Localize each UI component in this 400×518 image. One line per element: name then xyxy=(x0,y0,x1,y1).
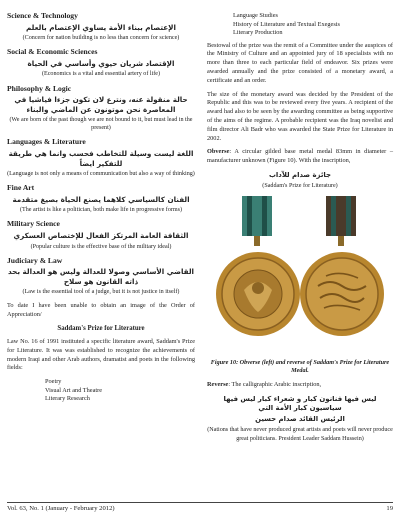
list-item: Literary Research xyxy=(45,395,90,403)
translation: (Concern for nation building is no less than concern for science) xyxy=(22,35,180,42)
body-paragraph: Bestowal of the prize was the remit of a Committee under the auspices of the Ministry of Culture and an appointed jury of 18 specialists with no more than three to each particular field of endeavor. Six prizes were awarded annually and the prize consisted of a monetary award, a certificate and an order. xyxy=(207,41,393,84)
list-item: Literary Production xyxy=(233,29,283,36)
field-section xyxy=(7,85,195,133)
translation: (Popular culture is the effective base of the military ideal) xyxy=(30,243,172,250)
body-paragraph: The size of the monetary award was decided by the President of the Republic and this was to be reviewed every five years. A recipient of the award had also to be seen by the awarding committee as being supportive of the aims of the regime. A probable recipient was the Iraq novelist and film director Ali Badr who was awarded the State Prize for Literature in 2002. xyxy=(207,90,393,142)
page-number: 19 xyxy=(386,505,393,512)
field-section xyxy=(7,12,195,42)
translation: (Economics is a vital and essential artery of life) xyxy=(41,71,161,78)
section-heading: Languages & Literature xyxy=(7,137,86,147)
arabic-inscription: جائزة صدام للآداب xyxy=(269,171,331,180)
arabic-quote: اللغة ليست وسيلة للتخاطب فحسب وانما هي طريقة للتفكير ايضاً xyxy=(8,149,194,168)
translation: (The artist is like a politician, both make life in progressive forms) xyxy=(19,207,183,214)
section-heading: Military Science xyxy=(7,219,60,229)
section-heading: Social & Economic Sciences xyxy=(7,47,98,57)
arabic-quote: الإقتصاد شريان حيوي وأساسي في الحياة xyxy=(27,59,175,69)
arabic-quote: الفنان كالسياسي كلاهما يصنع الحياة بصيغ متقدمة xyxy=(12,194,190,204)
subheading: Saddam's Prize for Literature xyxy=(57,325,145,332)
translation: (Saddam's Prize for Literature) xyxy=(262,183,338,190)
section-heading: Fine Art xyxy=(7,183,35,193)
footer-rule xyxy=(7,502,393,503)
section-heading: Science & Technology xyxy=(7,11,78,20)
arabic-quote: الثقافة العامة المرتكز الفعال للإختصاص العسكري xyxy=(13,231,189,241)
field-section xyxy=(7,138,195,178)
translation: (Language is not only a means of communication but also a way of thinking) xyxy=(7,170,195,177)
translation: (We are born of the past though we are not bound to it, but must lead in the present) xyxy=(9,117,193,132)
arabic-inscription: ليس فيها فنانون كبار و شعراء كبار ليس فيها سياسيون كبار الأمة التي xyxy=(223,394,377,412)
figure-caption: Figure 10: Obverse (left) and reverse of Saddam's Prize for Literature Medal. xyxy=(210,358,390,374)
body-paragraph: Law No. 16 of 1991 instituted a specific literature award, Saddam's Prize for Literature. It was was established to recognize the achievements of modern Iraqi and other Arab authors, dramatist and poets in the following fields: xyxy=(7,338,195,372)
reverse-text: : The calligraphic Arabic inscription, xyxy=(228,380,322,388)
obverse-description xyxy=(207,148,393,166)
field-section xyxy=(7,257,195,297)
left-column xyxy=(7,12,195,404)
right-column xyxy=(207,12,393,449)
footer-issue: Vol. 63, No. 1 (January - February 2012) xyxy=(7,505,115,512)
arabic-quote: الإعتصام ببناء الأمة يساوي الإعتصام بالعلم xyxy=(26,22,176,32)
section-heading: Judiciary & Law xyxy=(7,255,63,265)
reverse-description xyxy=(207,381,393,390)
body-paragraph: To date I have been unable to obtain an image of the Order of Appreciation/ xyxy=(7,302,195,319)
field-section xyxy=(7,48,195,78)
field-section xyxy=(7,220,195,250)
translation: (Law is the essential tool of a judge, but it is not justice in itself) xyxy=(22,289,180,296)
list-item: Visual Art and Theatre xyxy=(45,386,103,394)
fields-list-continued xyxy=(233,12,393,38)
obverse-text: : A circular gilded base metal medal 83mm in diameter – manufacturer unknown (Figure 10). With the inscription, xyxy=(207,148,393,165)
list-item: Poetry xyxy=(45,378,62,386)
arabic-inscription: الرئيس القائد صدام حسين xyxy=(255,415,345,424)
reverse-label: Reverse xyxy=(207,380,229,388)
arabic-quote: القاضي الأساسي وصولا للعدالة وليس هو العدالة بحد ذاته القانون هو سلاح xyxy=(8,267,194,286)
obverse-medal xyxy=(216,252,300,336)
list-item: Language Studies xyxy=(233,12,278,19)
arabic-quote: حالة منقولة عنه، ونترع لان تكون جزءا فياشيا في المعاصرة نحن موتونون عن الماضي والبناء xyxy=(14,95,188,114)
list-item: History of Literature and Textual Exegesis xyxy=(233,20,340,28)
translation: (Nations that have never produced great artists and poets will never produce great politicians. President Leader Saddam Hussein) xyxy=(207,427,393,442)
obverse-label: Obverse xyxy=(207,148,230,156)
field-section xyxy=(7,184,195,214)
reverse-medal xyxy=(300,252,384,336)
fields-list xyxy=(45,378,195,404)
section-heading: Philosophy & Logic xyxy=(7,83,72,93)
medal-photograph xyxy=(214,194,386,356)
